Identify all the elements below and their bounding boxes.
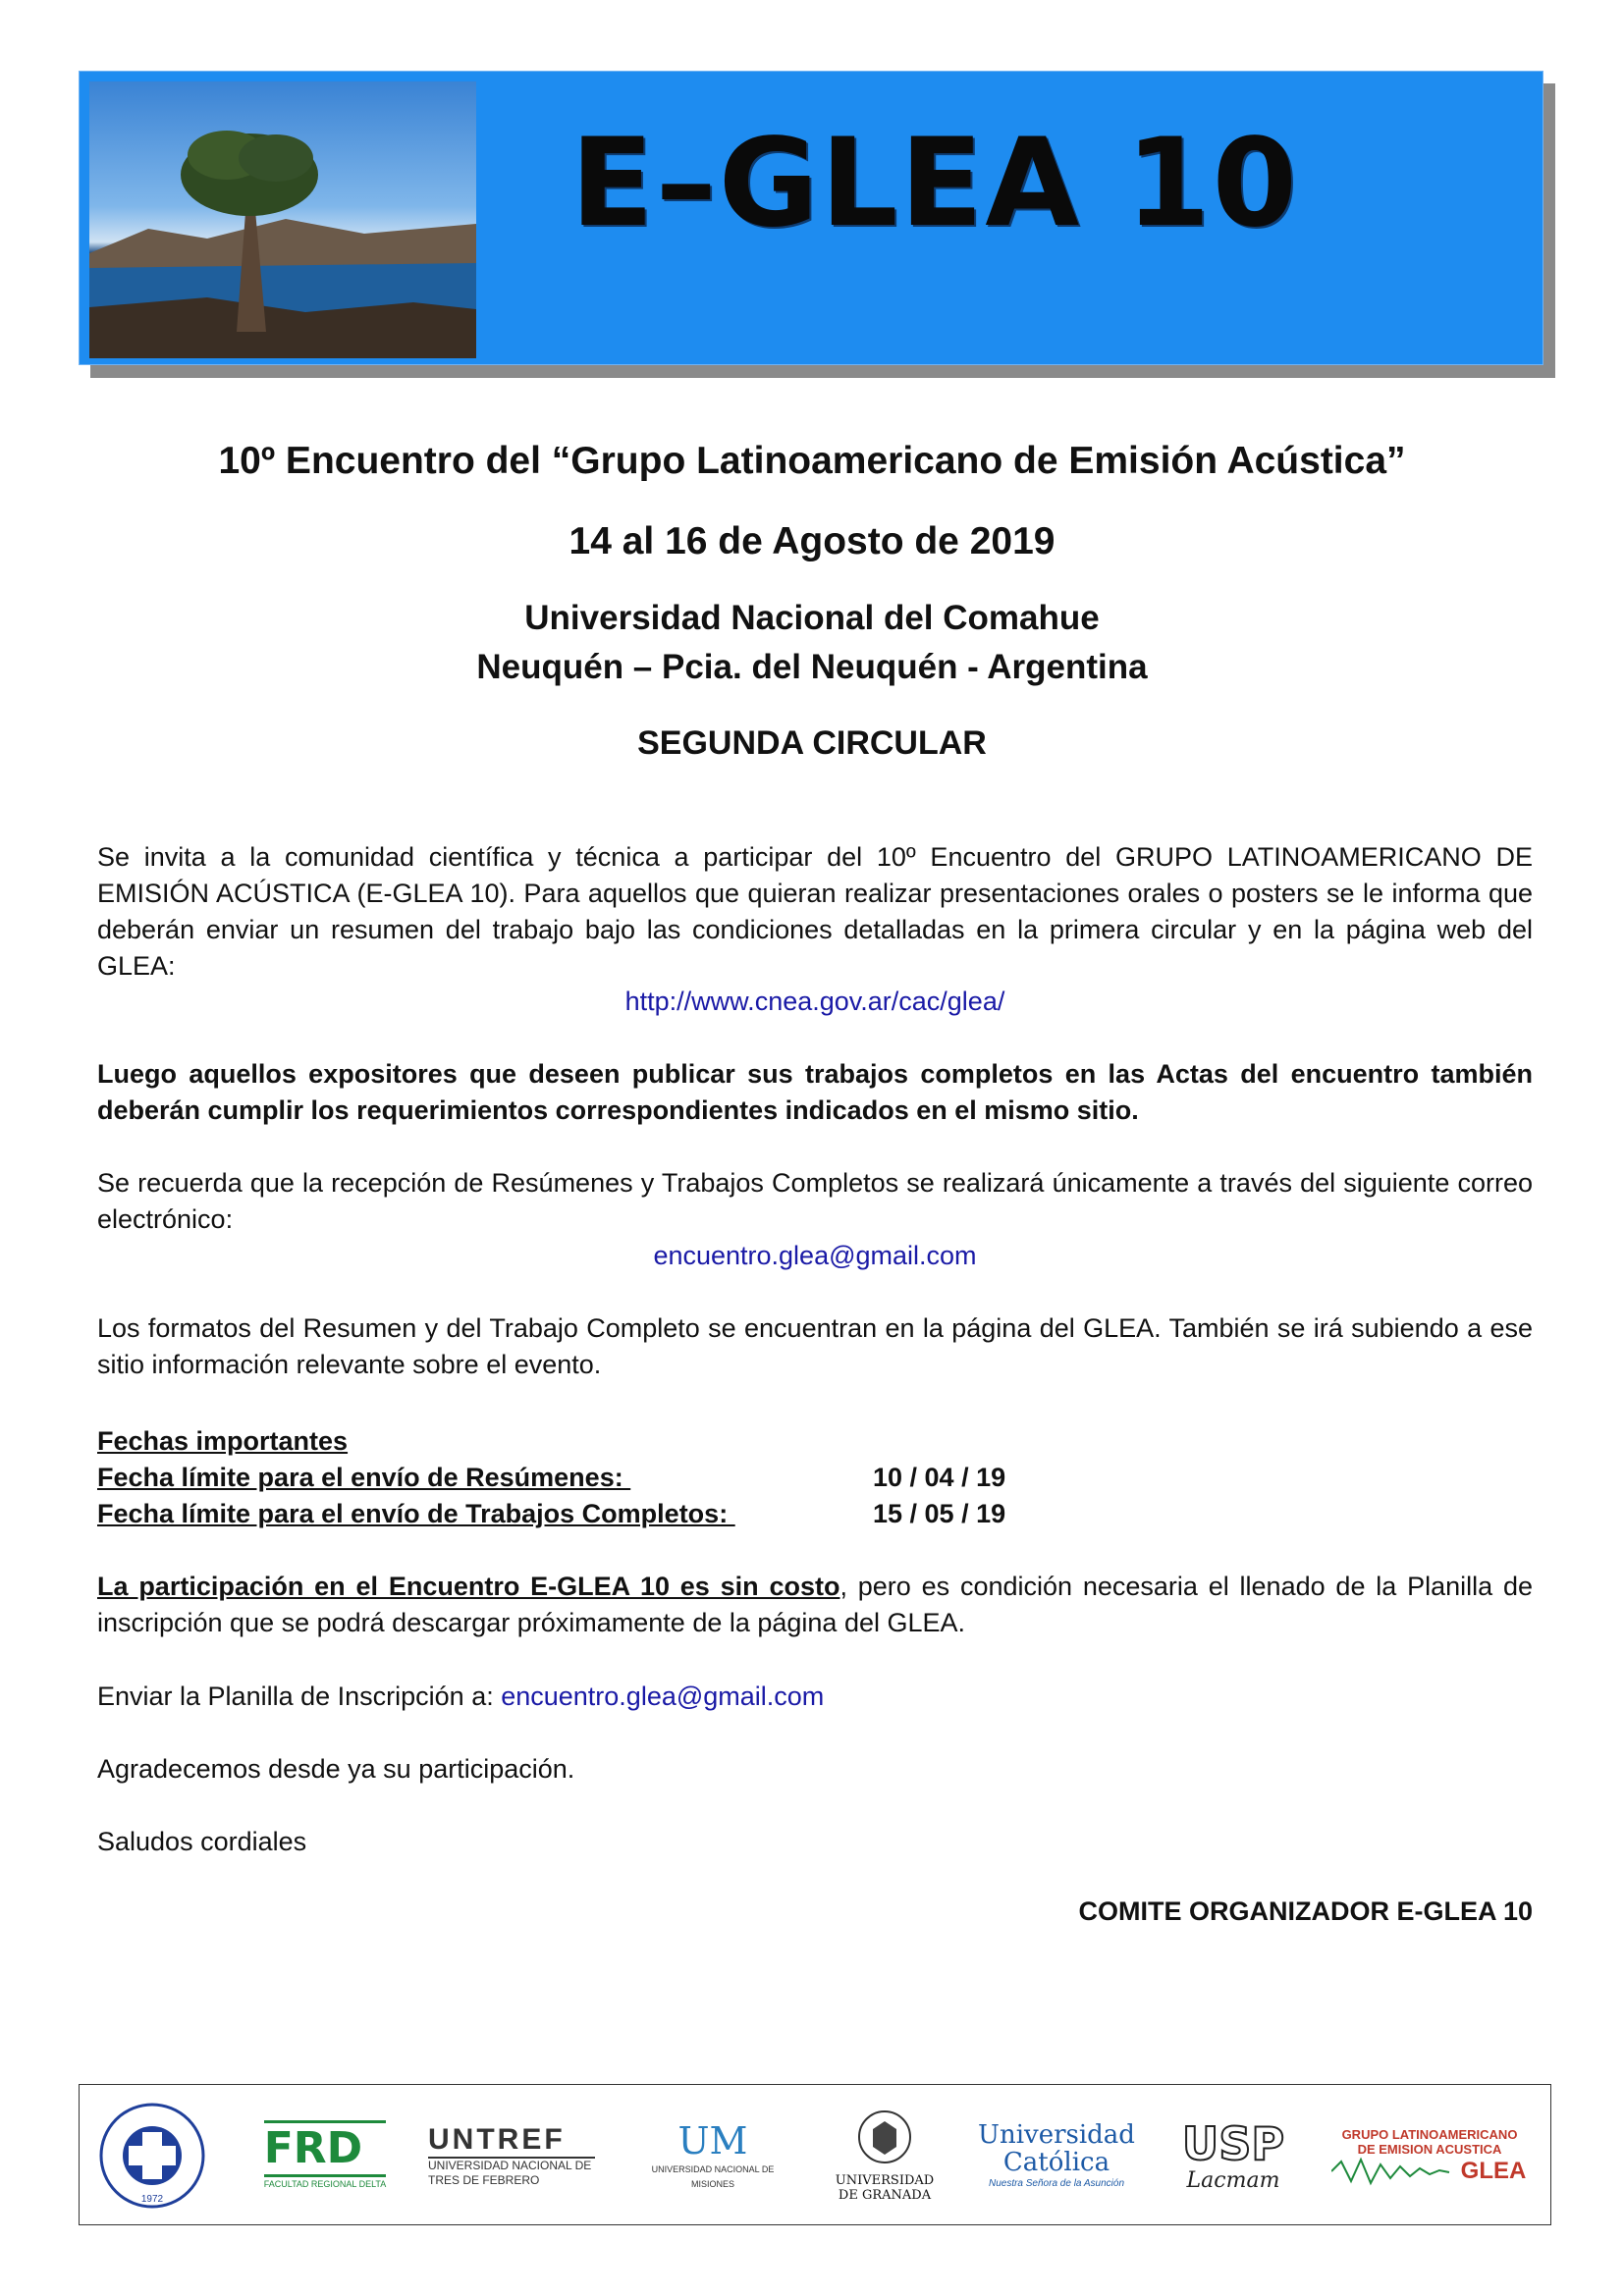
logo-usp-lacmam	[1160, 2103, 1307, 2209]
event-title: 10º Encuentro del “Grupo Latinoamericano de Emisión Acústica”	[218, 440, 1406, 482]
invite-paragraph: Se invita a la comunidad científica y técnica a participar del 10º Encuentro del GRUPO LATINOAMERICANO DE EMISIÓN ACÚSTICA (E-GLEA 10). Para aquellos que quieran realizar presentaciones orales o posters se le informa que deberán enviar un resumen del trabajo bajo las condiciones detalladas en la primera circular y en la página web del GLEA:	[97, 842, 1533, 981]
participation-free-text: La participación en el Encuentro E-GLEA 10 es sin costo	[97, 1572, 840, 1601]
logo-granada-name: UNIVERSIDAD DE GRANADA	[835, 2172, 935, 2203]
deadline-abstracts-label: Fecha límite para el envío de Resúmenes:	[97, 1463, 631, 1492]
logo-untref-sub: UNIVERSIDAD NACIONAL DE TRES DE FEBRERO	[428, 2159, 592, 2187]
event-university: Universidad Nacional del Comahue	[524, 599, 1100, 637]
thanks-line: Agradecemos desde ya su participación.	[97, 1754, 575, 1784]
circular-title: SEGUNDA CIRCULAR	[637, 724, 987, 762]
sponsor-logos-footer	[79, 2084, 1551, 2225]
registration-email-link[interactable]: encuentro.glea@gmail.com	[501, 1682, 825, 1711]
reception-paragraph: Se recuerda que la recepción de Resúmenes y Trabajos Completos se realizará únicamente a través del siguiente correo electrónico:	[97, 1168, 1533, 1234]
logo-comahue-year: 1972	[140, 2194, 164, 2205]
event-dates: 14 al 16 de Agosto de 2019	[568, 520, 1056, 562]
logo-catolica-sub: Nuestra Señora de la Asunción	[988, 2177, 1125, 2189]
logo-unam	[629, 2103, 796, 2209]
participation-rest-text: , pero es condición necesaria el llenado de la Planilla de inscripción que se podrá descargar próximamente de la página del GLEA.	[97, 1572, 1533, 1637]
logo-catolica-name: Universidad Católica	[978, 2119, 1135, 2177]
logo-granada	[811, 2103, 958, 2209]
logo-untref-name: UNTREF	[428, 2123, 595, 2159]
full-papers-paragraph: Luego aquellos expositores que deseen publicar sus trabajos completos en las Actas del encuentro también deberán cumplir los requerimientos correspondientes indicados en el mismo sitio.	[97, 1059, 1533, 1125]
deadline-abstracts-value: 10 / 04 / 19	[873, 1463, 1006, 1492]
logo-untref	[418, 2103, 605, 2209]
regards-line: Saludos cordiales	[97, 1827, 307, 1856]
participation-paragraph	[97, 1569, 1533, 1641]
banner-title: E–GLEA 10	[570, 113, 1299, 254]
important-dates	[97, 1423, 1079, 1532]
send-form-text: Enviar la Planilla de Inscripción a:	[97, 1682, 502, 1711]
website-link[interactable]: http://www.cnea.gov.ar/cac/glea/	[624, 987, 1005, 1016]
banner	[79, 71, 1543, 365]
logo-comahue	[93, 2103, 211, 2209]
event-location: Neuquén – Pcia. del Neuquén - Argentina	[476, 648, 1148, 686]
signature: COMITE ORGANIZADOR E-GLEA 10	[1078, 1896, 1533, 1926]
banner-photo-tree-lake	[89, 81, 476, 358]
submission-email-link[interactable]: encuentro.glea@gmail.com	[653, 1241, 977, 1270]
deadline-papers-value: 15 / 05 / 19	[873, 1499, 1006, 1528]
granada-crest-icon	[857, 2109, 912, 2168]
send-form-line	[97, 1679, 1533, 1715]
logo-glea-sub: GLEA	[1460, 2157, 1527, 2184]
logo-unam-name: UM	[677, 2119, 748, 2163]
formats-paragraph: Los formatos del Resumen y del Trabajo Completo se encuentran en la página del GLEA. También se irá subiendo a ese sitio información relevante sobre el evento.	[97, 1313, 1533, 1379]
logo-usp-sub: Lacmam	[1186, 2167, 1280, 2193]
logo-catolica	[963, 2103, 1150, 2209]
logo-glea	[1326, 2103, 1533, 2209]
logo-frd-sub: FACULTAD REGIONAL DELTA	[263, 2178, 387, 2189]
dates-title: Fechas importantes	[97, 1426, 349, 1456]
logo-glea-name: GRUPO LATINOAMERICANO DE EMISION ACUSTICA	[1341, 2126, 1518, 2157]
deadline-papers-label: Fecha límite para el envío de Trabajos Completos:	[97, 1499, 735, 1528]
logo-usp-name: USP	[1181, 2116, 1285, 2170]
logo-unam-sub: UNIVERSIDAD NACIONAL DE MISIONES	[651, 2164, 775, 2189]
logo-frd-name: FRD	[264, 2120, 387, 2177]
logo-frd	[256, 2103, 394, 2209]
